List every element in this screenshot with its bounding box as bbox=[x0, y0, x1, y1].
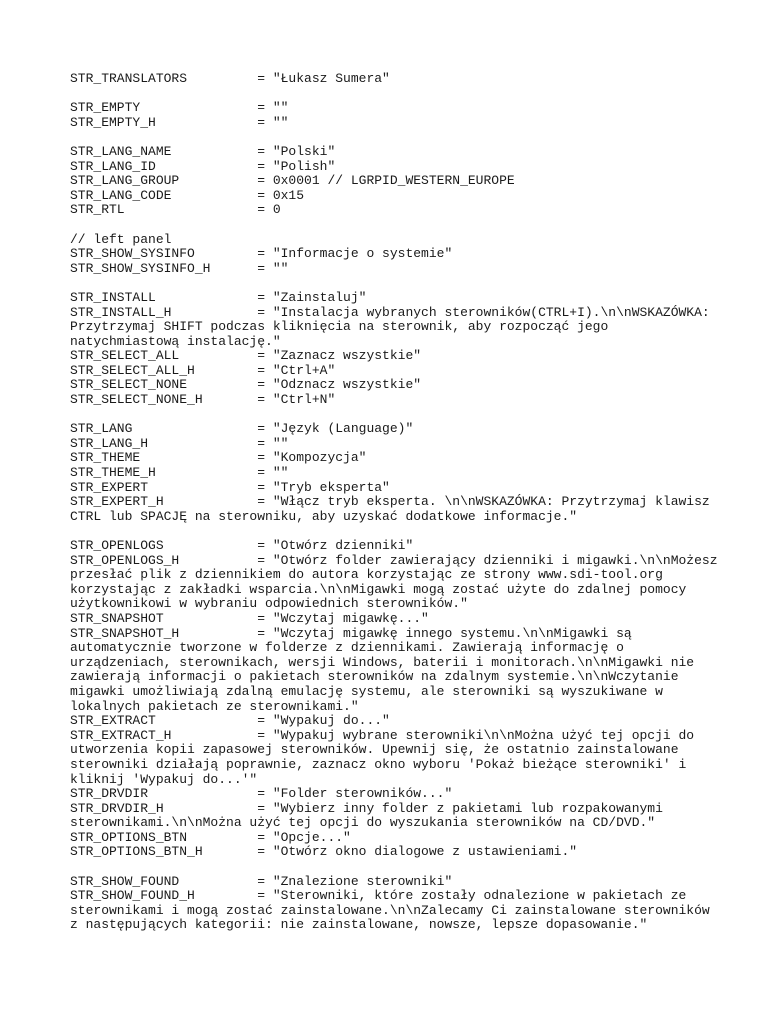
code-line: // left panel bbox=[70, 231, 172, 247]
code-line: STR_OPENLOGS_H = "Otwórz folder zawierający dzienniki i migawki.\n\nMożesz bbox=[70, 552, 718, 568]
code-line: przesłać plik z dziennikiem do autora korzystając ze strony www.sdi-tool.org bbox=[70, 567, 663, 583]
code-line: z następujących kategorii: nie zainstalowane, nowsze, lepsze dopasowanie." bbox=[70, 917, 648, 933]
code-line: STR_SNAPSHOT_H = "Wczytaj migawkę innego systemu.\n\nMigawki są bbox=[70, 625, 632, 641]
code-line: sterownikami i mogą zostać zainstalowane.\n\nZalecamy Ci zainstalowane sterowników bbox=[70, 902, 710, 918]
code-line: Przytrzymaj SHIFT podczas kliknięcia na sterownik, aby rozpocząć jego bbox=[70, 319, 609, 335]
code-line: STR_EMPTY_H = "" bbox=[70, 114, 289, 130]
code-line: STR_SHOW_FOUND_H = "Sterowniki, które zostały odnalezione w pakietach ze bbox=[70, 888, 687, 904]
code-line: STR_SHOW_SYSINFO = "Informacje o systemie" bbox=[70, 246, 453, 262]
code-line: migawki umożliwiają zdalną emulację systemu, ale sterowniki są wyszukiwane w bbox=[70, 683, 663, 699]
code-line: STR_OPTIONS_BTN = "Opcje..." bbox=[70, 829, 351, 845]
code-line: STR_LANG_NAME = "Polski" bbox=[70, 143, 336, 159]
code-line: STR_SELECT_NONE_H = "Ctrl+N" bbox=[70, 392, 336, 408]
code-line: STR_OPTIONS_BTN_H = "Otwórz okno dialogowe z ustawieniami." bbox=[70, 844, 578, 860]
blank-line bbox=[70, 218, 760, 233]
blank-line bbox=[70, 408, 760, 423]
code-listing bbox=[70, 72, 760, 933]
code-line: sterownikami.\n\nMożna użyć tej opcji do wyszukania sterowników na CD/DVD." bbox=[70, 815, 656, 831]
code-line: STR_EXPERT_H = "Włącz tryb eksperta. \n\nWSKAZÓWKA: Przytrzymaj klawisz bbox=[70, 494, 710, 510]
code-line: automatycznie tworzone w folderze z dziennikami. Zawierają informację o bbox=[70, 640, 624, 656]
code-line: STR_OPENLOGS = "Otwórz dzienniki" bbox=[70, 538, 414, 553]
blank-line bbox=[70, 87, 760, 102]
code-line: STR_INSTALL = "Zainstaluj" bbox=[70, 289, 367, 305]
code-line: użytkownikowi w wybraniu odpowiednich sterowników." bbox=[70, 596, 468, 612]
code-line: STR_THEME_H = "" bbox=[70, 465, 289, 481]
code-line: urządzeniach, sterownikach, wersji Windows, baterii i monitorach.\n\nMigawki nie bbox=[70, 654, 695, 670]
code-line: CTRL lub SPACJĘ na sterowniku, aby uzyskać dodatkowe informacje." bbox=[70, 508, 578, 524]
code-line: STR_LANG_GROUP = 0x0001 // LGRPID_WESTERN_EUROPE bbox=[70, 173, 515, 189]
code-line: STR_SELECT_NONE = "Odznacz wszystkie" bbox=[70, 377, 422, 393]
code-line: STR_LANG = "Język (Language)" bbox=[70, 421, 414, 437]
code-line: STR_EXTRACT = "Wypakuj do..." bbox=[70, 713, 390, 729]
code-line: zawierają informacji o pakietach sterowników na zdalnym systemie.\n\nWczytanie bbox=[70, 669, 679, 685]
code-line: lokalnych pakietach ze sterownikami." bbox=[70, 698, 359, 714]
code-line: STR_DRVDIR = "Folder sterowników..." bbox=[70, 786, 453, 802]
code-line: sterowniki działają poprawnie, zaznacz okno wyboru 'Pokaż bieżące sterowniki' i bbox=[70, 756, 687, 772]
code-line: STR_SELECT_ALL = "Zaznacz wszystkie" bbox=[70, 348, 422, 364]
code-line: STR_THEME = "Kompozycja" bbox=[70, 450, 367, 466]
code-line: korzystając z zakładki wsparcia.\n\nMigawki mogą zostać użyte do zdalnej pomocy bbox=[70, 581, 687, 597]
blank-line bbox=[70, 130, 760, 145]
document-page bbox=[70, 72, 760, 933]
code-line: STR_LANG_ID = "Polish" bbox=[70, 158, 336, 174]
code-line: STR_INSTALL_H = "Instalacja wybranych sterowników(CTRL+I).\n\nWSKAZÓWKA: bbox=[70, 304, 710, 320]
code-line: STR_SHOW_FOUND = "Znalezione sterowniki" bbox=[70, 873, 453, 889]
code-line: STR_LANG_CODE = 0x15 bbox=[70, 187, 305, 203]
code-line: utworzenia kopii zapasowej sterowników. Upewnij się, że ostatnio zainstalowane bbox=[70, 742, 679, 758]
code-line: STR_DRVDIR_H = "Wybierz inny folder z pakietami lub rozpakowanymi bbox=[70, 800, 663, 816]
code-line: STR_LANG_H = "" bbox=[70, 435, 289, 451]
code-line: STR_TRANSLATORS = "Łukasz Sumera" bbox=[70, 71, 390, 86]
code-line: kliknij 'Wypakuj do...'" bbox=[70, 771, 258, 787]
code-line: STR_RTL = 0 bbox=[70, 202, 281, 218]
code-line: STR_SNAPSHOT = "Wczytaj migawkę..." bbox=[70, 610, 429, 626]
blank-line bbox=[70, 860, 760, 875]
code-line: STR_EXPERT = "Tryb eksperta" bbox=[70, 479, 390, 495]
code-line: STR_EXTRACT_H = "Wypakuj wybrane sterowniki\n\nMożna użyć tej opcji do bbox=[70, 727, 695, 743]
blank-line bbox=[70, 276, 760, 291]
blank-line bbox=[70, 524, 760, 539]
code-line: STR_SELECT_ALL_H = "Ctrl+A" bbox=[70, 362, 336, 378]
code-line: natychmiastową instalację." bbox=[70, 333, 281, 349]
code-line: STR_SHOW_SYSINFO_H = "" bbox=[70, 260, 289, 276]
code-line: STR_EMPTY = "" bbox=[70, 100, 289, 116]
